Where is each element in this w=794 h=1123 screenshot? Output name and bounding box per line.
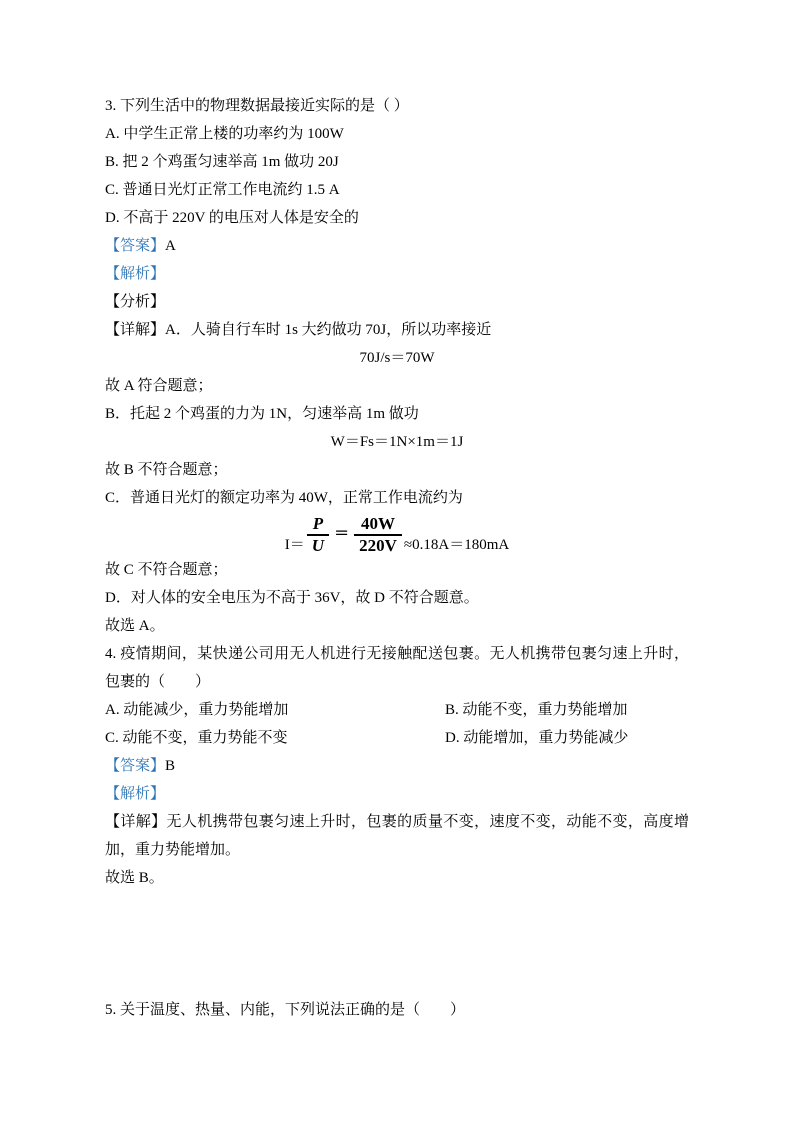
q3-answer-line (105, 232, 689, 260)
q4-options-row-1 (105, 696, 689, 724)
q4-answer-value: B (165, 758, 176, 774)
q3-answer-value: A (165, 238, 176, 254)
q3-detail-c: C．普通日光灯的额定功率为 40W，正常工作电流约为 (105, 490, 463, 506)
q3-answer-label: 【答案】 (105, 238, 166, 254)
fraction-numerator: P (307, 514, 329, 536)
fraction-numerator: 40W (354, 514, 402, 536)
q3-jiexi-label: 【解析】 (105, 266, 166, 282)
q3-detail-d: D．对人体的安全电压为不高于 36V，故 D 不符合题意。 (105, 590, 479, 606)
q3-option-c: C. 普通日光灯正常工作电流约 1.5 A (105, 182, 340, 198)
fraction-40w-over-220v (354, 514, 402, 556)
equation-result: ≈0.18A＝180mA (403, 537, 510, 553)
equation-lhs: I＝ (284, 537, 305, 553)
q3-formula-work: W＝Fs＝1N×1m＝1J (330, 434, 464, 450)
q3-jiexi-line (105, 260, 689, 288)
q4-options-row-2 (105, 724, 689, 752)
fraction-p-over-u (307, 514, 329, 556)
q4-answer-line (105, 752, 689, 780)
blank-gap (105, 892, 689, 996)
q3-detail-b: B．托起 2 个鸡蛋的力为 1N，匀速举高 1m 做功 (105, 406, 419, 422)
q4-option-b: B. 动能不变，重力势能增加 (445, 702, 628, 718)
q3-conclusion-a: 故 A 符合题意； (105, 378, 213, 394)
q3-formula-power: 70J/s＝70W (359, 350, 435, 366)
q4-answer-label: 【答案】 (105, 758, 166, 774)
q3-choose: 故选 A。 (105, 618, 165, 634)
q4-option-d: D. 动能增加，重力势能减少 (445, 730, 629, 746)
q4-option-a: A. 动能减少，重力势能增加 (105, 702, 289, 718)
equation-equals: ＝ (334, 526, 350, 542)
question-4-stem: 4. 疫情期间，某快递公司用无人机进行无接触配送包裹。无人机携带包裹匀速上升时，包裹的（ ） (105, 646, 689, 690)
question-3-stem: 3. 下列生活中的物理数据最接近实际的是（ ） (105, 98, 409, 114)
q4-jiexi-line (105, 780, 689, 808)
q3-conclusion-b: 故 B 不符合题意； (105, 462, 228, 478)
question-5-stem: 5. 关于温度、热量、内能，下列说法正确的是（ ） (105, 1002, 466, 1018)
q4-option-c: C. 动能不变，重力势能不变 (105, 730, 288, 746)
q3-fenxi-line: 【分析】 (105, 294, 166, 310)
q4-detail: 【详解】无人机携带包裹匀速上升时，包裹的质量不变，速度不变，动能不变，高度增加，重力势能增加。 (105, 814, 689, 858)
q3-option-a: A. 中学生正常上楼的功率约为 100W (105, 126, 344, 142)
q3-option-d: D. 不高于 220V 的电压对人体是安全的 (105, 210, 359, 226)
q3-conclusion-c: 故 C 不符合题意； (105, 562, 228, 578)
q3-option-b: B. 把 2 个鸡蛋匀速举高 1m 做功 20J (105, 154, 339, 170)
q4-jiexi-label: 【解析】 (105, 786, 166, 802)
q4-choose: 故选 B。 (105, 870, 164, 886)
fraction-denominator: 220V (359, 536, 397, 555)
q3-detail-a: 【详解】A．人骑自行车时 1s 大约做功 70J，所以功率接近 (105, 322, 492, 338)
q3-current-equation (105, 512, 689, 556)
fraction-denominator: U (311, 536, 325, 555)
